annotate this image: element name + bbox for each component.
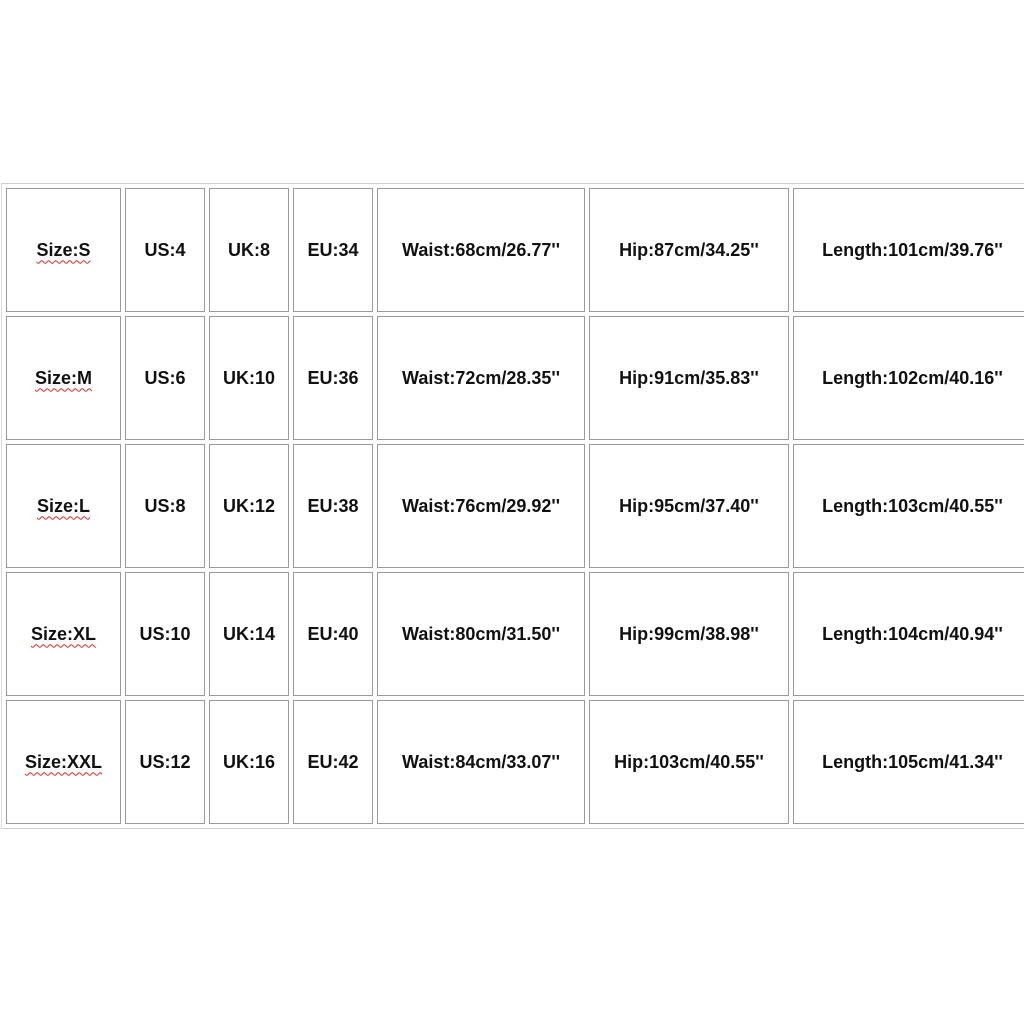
length-cell: Length:105cm/41.34'' <box>793 700 1024 824</box>
size-cell: Size:L <box>6 444 121 568</box>
us-size-cell: US:8 <box>125 444 205 568</box>
size-cell: Size:XXL <box>6 700 121 824</box>
hip-cell: Hip:103cm/40.55'' <box>589 700 789 824</box>
hip-cell: Hip:99cm/38.98'' <box>589 572 789 696</box>
hip-cell: Hip:95cm/37.40'' <box>589 444 789 568</box>
us-size-cell: US:12 <box>125 700 205 824</box>
hip-cell: Hip:87cm/34.25'' <box>589 188 789 312</box>
uk-size-cell: UK:16 <box>209 700 289 824</box>
waist-cell: Waist:68cm/26.77'' <box>377 188 585 312</box>
table-row <box>6 188 1024 312</box>
hip-cell: Hip:91cm/35.83'' <box>589 316 789 440</box>
size-cell: Size:S <box>6 188 121 312</box>
table-row <box>6 572 1024 696</box>
waist-cell: Waist:80cm/31.50'' <box>377 572 585 696</box>
eu-size-cell: EU:38 <box>293 444 373 568</box>
waist-cell: Waist:72cm/28.35'' <box>377 316 585 440</box>
length-cell: Length:101cm/39.76'' <box>793 188 1024 312</box>
waist-cell: Waist:76cm/29.92'' <box>377 444 585 568</box>
length-cell: Length:103cm/40.55'' <box>793 444 1024 568</box>
waist-cell: Waist:84cm/33.07'' <box>377 700 585 824</box>
us-size-cell: US:10 <box>125 572 205 696</box>
length-cell: Length:104cm/40.94'' <box>793 572 1024 696</box>
uk-size-cell: UK:8 <box>209 188 289 312</box>
table-row <box>6 444 1024 568</box>
eu-size-cell: EU:36 <box>293 316 373 440</box>
us-size-cell: US:4 <box>125 188 205 312</box>
eu-size-cell: EU:40 <box>293 572 373 696</box>
size-cell: Size:XL <box>6 572 121 696</box>
size-cell: Size:M <box>6 316 121 440</box>
eu-size-cell: EU:34 <box>293 188 373 312</box>
uk-size-cell: UK:10 <box>209 316 289 440</box>
table-row <box>6 316 1024 440</box>
length-cell: Length:102cm/40.16'' <box>793 316 1024 440</box>
size-chart-table <box>1 183 1024 829</box>
table-row <box>6 700 1024 824</box>
eu-size-cell: EU:42 <box>293 700 373 824</box>
uk-size-cell: UK:12 <box>209 444 289 568</box>
us-size-cell: US:6 <box>125 316 205 440</box>
uk-size-cell: UK:14 <box>209 572 289 696</box>
